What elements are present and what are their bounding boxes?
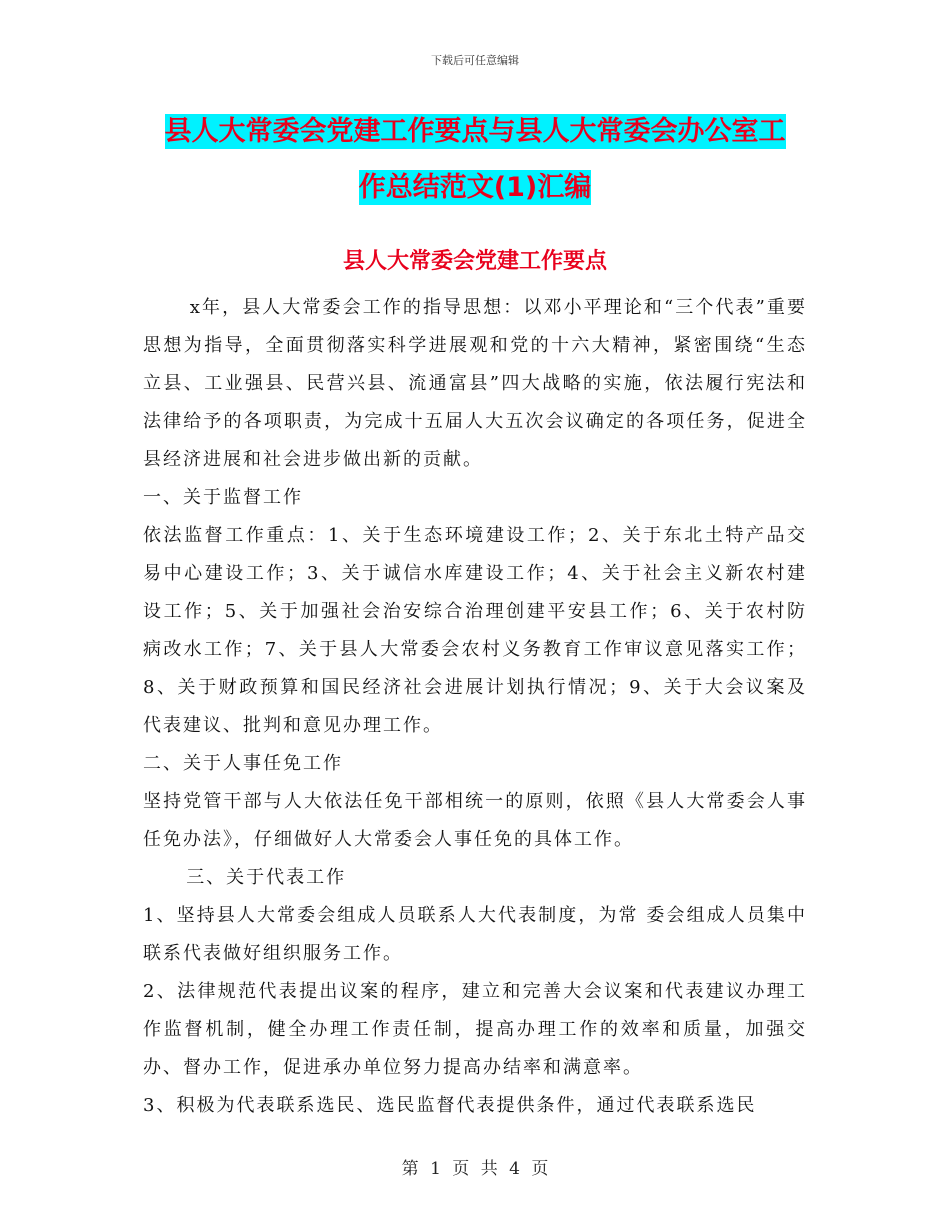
document-title-line1: 县人大常委会党建工作要点与县人大常委会办公室工	[164, 116, 786, 147]
section-title: 县人大常委会党建工作要点	[342, 249, 607, 274]
paragraph-supervision: 依法监督工作重点：1、关于生态环境建设工作；2、关于东北土特产品交易中心建设工作；3、关于诚信水库建设工作；4、关于社会主义新农村建设工作；5、关于加强社会治安综合治理创建平安县工作；6、关于农村防病改水工作；7、关于县人大常委会农村义务教育工作审议意见落实工作；8、关于财政预算和国民经济社会进展计划执行情况；9、关于大会议案及代表建议、批判和意见办理工作。	[143, 525, 807, 736]
heading-supervision: 一、关于监督工作	[143, 487, 303, 508]
document-body	[143, 289, 807, 1125]
paragraph-representatives-1: 1、坚持县人大常委会组成人员联系人大代表制度，为常 委会组成人员集中联系代表做好组织服务工作。	[143, 905, 807, 964]
paragraph-personnel: 坚持党管干部与人大依法任免干部相统一的原则，依照《县人大常委会人事任免办法》，仔细做好人大常委会人事任免的具体工作。	[143, 791, 807, 850]
document-title-line2: 作总结范文(1)汇编	[358, 172, 592, 203]
paragraph-representatives-3: 3、积极为代表联系选民、选民监督代表提供条件，通过代表联系选民	[143, 1095, 757, 1116]
page-header-note: 下载后可任意编辑	[431, 54, 519, 67]
document-title	[0, 104, 950, 216]
paragraph-representatives-2: 2、法律规范代表提出议案的程序，建立和完善大会议案和代表建议办理工作监督机制，健全办理工作责任制，提高办理工作的效率和质量，加强交办、督办工作，促进承办单位努力提高办结率和满意率。	[143, 981, 807, 1078]
heading-representatives: 三、关于代表工作	[186, 867, 347, 888]
paragraph-guiding-thought: x年，县人大常委会工作的指导思想：以邓小平理论和“三个代表”重要思想为指导，全面贯彻落实科学进展观和党的十六大精神，紧密围绕“生态立县、工业强县、民营兴县、流通富县”四大战略的实施，依法履行宪法和法律给予的各项职责，为完成十五届人大五次会议确定的各项任务，促进全县经济进展和社会进步做出新的贡献。	[143, 297, 807, 470]
heading-personnel: 二、关于人事任免工作	[143, 753, 343, 774]
page-number: 第 1 页 共 4 页	[401, 1159, 549, 1179]
